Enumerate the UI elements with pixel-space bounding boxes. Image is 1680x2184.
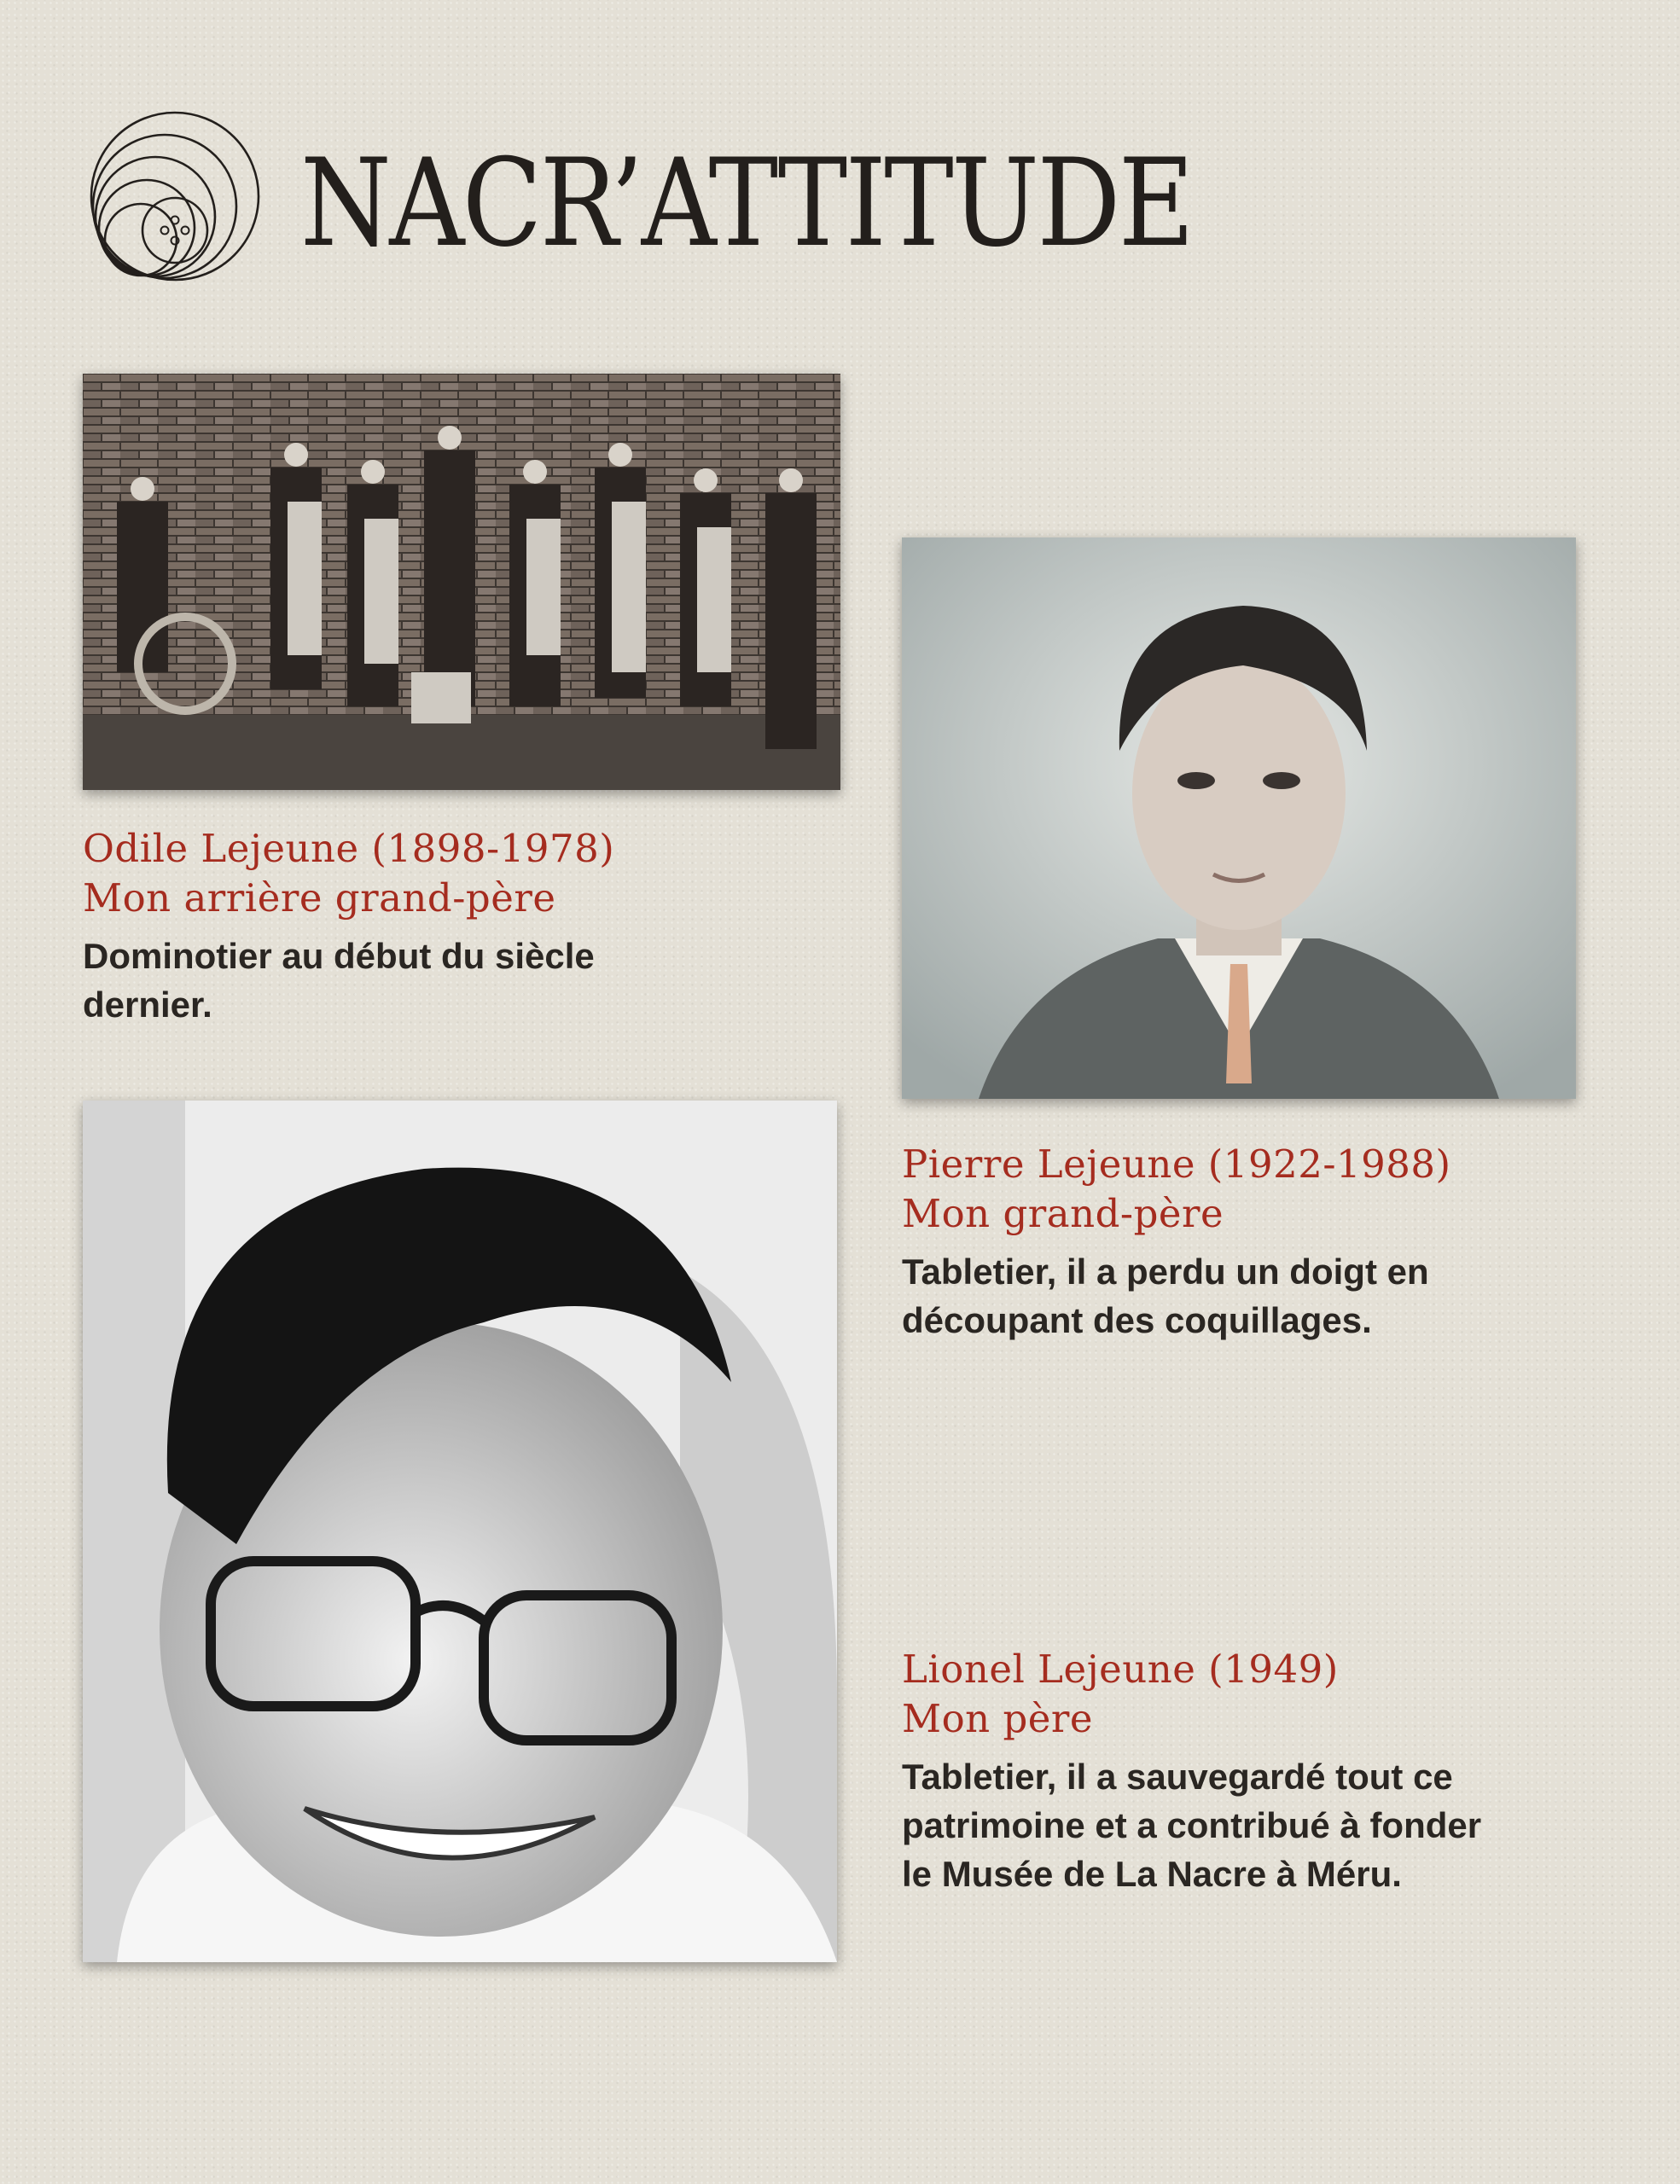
person-description: Dominotier au début du siècle dernier.	[83, 936, 595, 1025]
person-name: Odile Lejeune (1898-1978)	[83, 826, 615, 871]
person-relation: Mon arrière grand-père	[83, 875, 556, 921]
lionel-portrait-photo	[83, 1101, 837, 1962]
shell-logo-icon	[85, 111, 264, 282]
person-relation: Mon père	[902, 1696, 1094, 1741]
caption-lionel	[902, 1645, 1627, 1898]
workshop-group-photo	[83, 374, 840, 790]
pierre-portrait-photo	[902, 537, 1576, 1099]
person-description: Tabletier, il a perdu un doigt en découpant des coquillages.	[902, 1252, 1429, 1340]
person-name: Lionel Lejeune (1949)	[902, 1647, 1339, 1692]
person-description: Tabletier, il a sauvegardé tout ce patrimoine et a contribué à fonder le Musée de La Nacre à Méru.	[902, 1757, 1482, 1894]
caption-pierre	[902, 1140, 1627, 1345]
caption-odile	[83, 824, 799, 1029]
person-name: Pierre Lejeune (1922-1988)	[902, 1141, 1451, 1187]
person-relation: Mon grand-père	[902, 1191, 1224, 1236]
brand-title: NACR’ATTITUDE	[300, 133, 1193, 274]
